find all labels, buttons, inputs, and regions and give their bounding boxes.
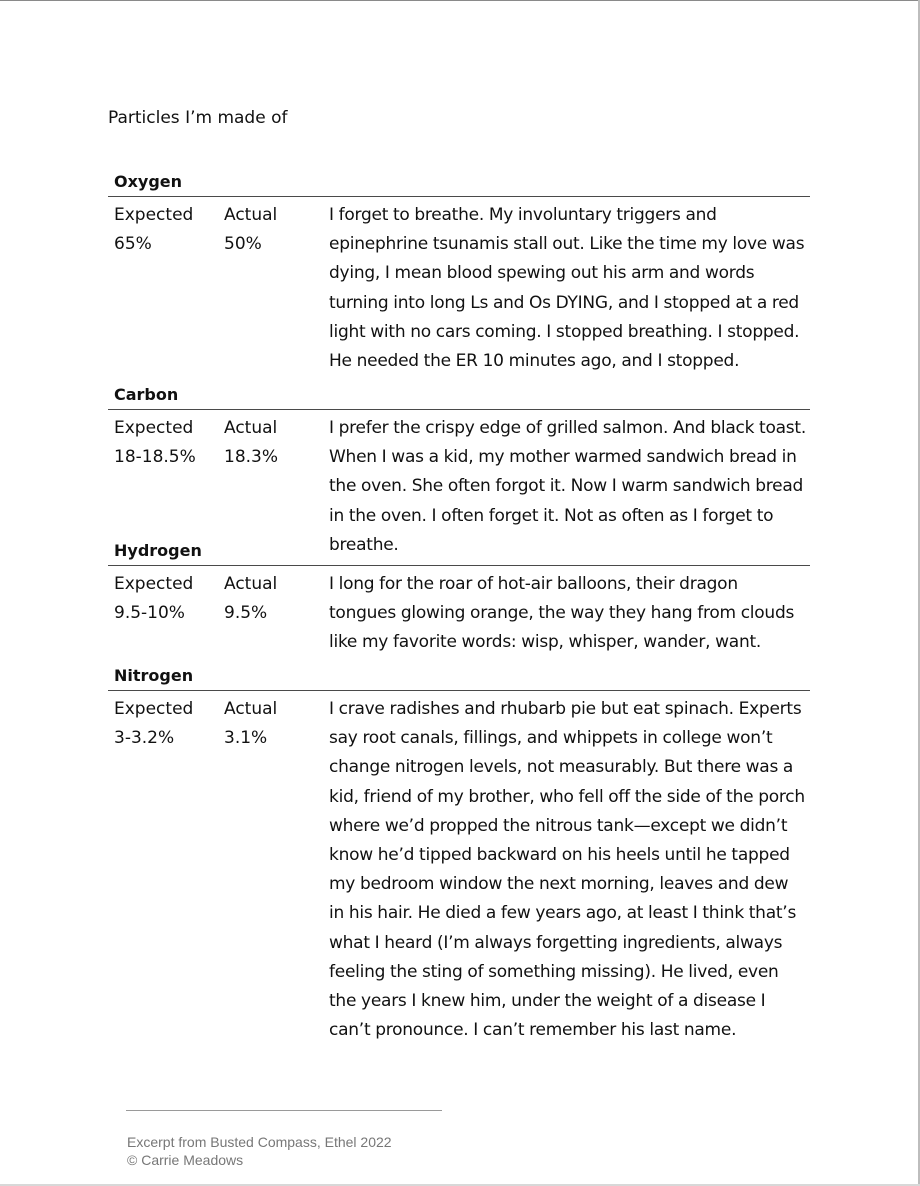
actual-label: Actual [224,699,278,719]
actual-value: 50% [224,234,262,255]
section-body [108,197,810,380]
section-header [108,537,810,566]
footer-copyright: © Carrie Meadows [127,1152,244,1168]
actual-value: 18.3% [224,447,279,468]
section-oxygen [108,168,810,380]
expected-label: Expected [114,574,194,594]
expected-value: 65% [114,234,152,255]
expected-cell [114,201,193,259]
actual-label: Actual [224,205,278,225]
expected-cell [114,570,193,628]
actual-cell [224,695,277,753]
expected-cell [114,414,196,472]
actual-value: 3.1% [224,728,268,749]
section-name: Oxygen [114,172,183,191]
section-name: Hydrogen [114,541,202,560]
section-text: I prefer the crispy edge of grilled salmon. And black toast. When I was a kid, my mother warmed sandwich bread in the oven. She often forgot it. Now I warm sandwich bread in the oven. I often forget it. Not as often as I forget to breathe. [329,418,806,555]
footer-source: Excerpt from Busted Compass, Ethel 2022 [127,1134,392,1150]
section-text: I forget to breathe. My involuntary triggers and epinephrine tsunamis stall out. Like the time my love was dying, I mean blood spewing out his arm and words turning into long Ls and Os DYING, and I stopped at a red light with no cars coming. I stopped breathing. I stopped. He needed the ER 10 minutes ago, and I stopped. [329,205,805,372]
section-name: Nitrogen [114,666,194,685]
actual-label: Actual [224,418,278,438]
section-name: Carbon [114,385,179,404]
section-header [108,381,810,410]
section-body [108,566,810,661]
section-body [108,691,810,1051]
expected-label: Expected [114,418,194,438]
section-header [108,662,810,691]
expected-label: Expected [114,205,194,225]
section-nitrogen [108,662,810,1051]
section-text: I long for the roar of hot-air balloons, their dragon tongues glowing orange, the way they hang from clouds like my favorite words: wisp, whisper, wander, want. [329,574,795,653]
expected-value: 3-3.2% [114,728,175,749]
expected-label: Expected [114,699,194,719]
actual-cell [224,201,277,259]
expected-cell [114,695,193,753]
section-hydrogen [108,537,810,661]
page-border-top [0,0,920,1]
document-title: Particles I’m made of [108,108,288,128]
actual-cell [224,570,277,628]
actual-cell [224,414,278,472]
section-text: I crave radishes and rhubarb pie but eat spinach. Experts say root canals, fillings, and whippets in college won’t change nitrogen levels, not measurably. But there was a kid, friend of my brother, who fell off the side of the porch where we’d propped the nitrous tank—except we didn’t know he’d tipped backward on his heels until he tapped my bedroom window the next morning, leaves and dew in his hair. He died a few years ago, at least I think that’s what I heard (I’m always forgetting ingredients, always feeling the sting of something missing). He lived, even the years I knew him, under the weight of a disease I can’t pronounce. I can’t remember his last name. [329,699,805,1041]
expected-value: 18-18.5% [114,447,196,468]
actual-label: Actual [224,574,278,594]
actual-value: 9.5% [224,603,268,624]
expected-value: 9.5-10% [114,603,185,624]
footer-divider [126,1110,442,1111]
section-header [108,168,810,197]
